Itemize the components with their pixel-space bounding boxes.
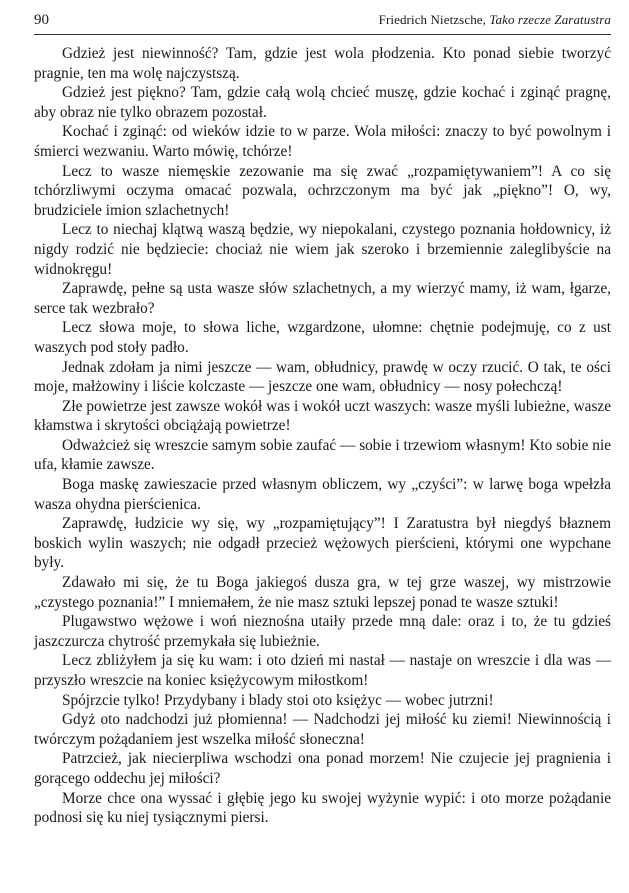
running-head [379, 12, 611, 28]
paragraph: Lecz słowa moje, to słowa liche, wzgardzone, ułomne: chętnie podejmuję, co z ust waszych pod stoły padło. [34, 319, 611, 356]
paragraph: Zaprawdę, łudzicie wy się, wy „rozpamiętujący”! I Zaratustra był niegdyś błaznem boskich wylin waszych; nie odgadł przecież wężowych pierścieni, którymi one wypchane były. [34, 515, 611, 572]
paragraph: Złe powietrze jest zawsze wokół was i wokół uczt waszych: wasze myśli lubieżne, wasze kłamstwa i skrytości obciążają powietrze! [34, 397, 611, 435]
author-name: Friedrich Nietzsche, [378, 12, 487, 27]
header-rule [34, 34, 611, 35]
paragraph: Morze chce ona wyssać i głębię jego ku swojej wyżynie wypić: i oto morze pożądanie podnosi się ku niej tysiącznymi piersi. [34, 789, 611, 827]
book-title: Tako rzecze Zaratustra [489, 12, 611, 27]
paragraph: Gdzież jest niewinność? Tam, gdzie jest wola płodzenia. Kto ponad siebie tworzyć pragnie, ten ma wolę najczystszą. [34, 45, 611, 82]
paragraph: Patrzcież, jak niecierpliwa wschodzi ona ponad morzem! Nie czujecie jej pragnienia i gorącego oddechu jej miłości? [34, 750, 611, 787]
paragraph: Zdawało mi się, że tu Boga jakiegoś dusza gra, w tej grze waszej, wy mistrzowie „czystego poznania!” I mniemałem, że nie masz sztuki lepszej ponad te wasze sztuki! [34, 574, 611, 611]
paragraph: Gdzież jest piękno? Tam, gdzie całą wolą chcieć muszę, gdzie kochać i zginąć pragnę, aby obraz nie tylko obrazem pozostał. [34, 84, 611, 121]
paragraph: Plugawstwo wężowe i woń nieznośna utaiły przede mną dale: oraz i to, że tu gdzieś jaszczurcza chytrość przemykała się lubieżnie. [34, 613, 611, 650]
paragraph: Boga maskę zawieszacie przed własnym obliczem, wy „czyści”: w larwę boga wpełzła wasza ohydna pierścienica. [34, 476, 611, 513]
body-text [34, 44, 611, 828]
paragraph: Lecz to niechaj klątwą waszą będzie, wy niepokalani, czystego poznania hołdownicy, iż nigdy rodzić nie będziecie: chociaż nie wiem jak szeroko i brzemiennie zaleglibyście na widnokręgu! [34, 221, 611, 278]
book-page [34, 12, 611, 828]
paragraph: Lecz zbliżyłem ja się ku wam: i oto dzień mi nastał — nastaje on wreszcie i dla was — przyszło wreszcie na koniec księżycowym miłostkom! [34, 652, 611, 689]
running-header [34, 12, 611, 32]
paragraph: Lecz to wasze niemęskie zezowanie ma się zwać „rozpamiętywaniem”! A co się tchórzliwymi oczyma omacać pozwala, ochrzczonym ma być jak „piękno”! O, wy, brudziciele imion szlachetnych! [34, 162, 611, 219]
page-number: 90 [34, 12, 49, 28]
paragraph: Kochać i zginąć: od wieków idzie to w parze. Wola miłości: znaczy to być powolnym i śmierci wezwaniu. Warto mówię, tchórze! [34, 123, 611, 160]
paragraph: Gdyż oto nadchodzi już płomienna! — Nadchodzi jej miłość ku ziemi! Niewinnością i twórczym pożądaniem jest wszelka miłość słoneczna! [34, 711, 611, 748]
paragraph: Jednak zdołam ja nimi jeszcze — wam, obłudnicy, prawdę w oczy rzucić. O tak, te ości moje, małżowiny i liście kolczaste — jeszcze one wam, obłudnicy — nosy połechczą! [34, 358, 611, 396]
paragraph: Spójrzcie tylko! Przydybany i blady stoi oto księżyc — wobec jutrzni! [62, 691, 494, 709]
paragraph: Zaprawdę, pełne są usta wasze słów szlachetnych, a my wierzyć mamy, iż wam, łgarze, serce tak wezbrało? [34, 280, 611, 317]
paragraph: Odważcież się wreszcie samym sobie zaufać — sobie i trzewiom własnym! Kto sobie nie ufa, kłamie zawsze. [34, 436, 611, 474]
